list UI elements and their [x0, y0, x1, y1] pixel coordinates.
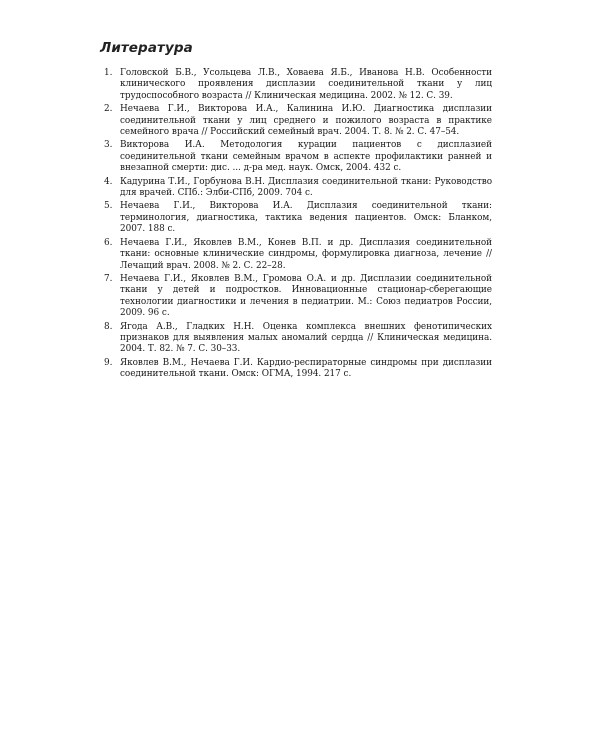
reference-number: 4.	[104, 176, 113, 187]
reference-item	[100, 177, 492, 200]
reference-text: Кадурина Т.И., Горбунова В.Н. Дисплазия соединительной ткани: Руководство для врачей. СПб.: Элби-СПб, 2009. 704 с.	[120, 176, 492, 199]
document-page	[100, 40, 492, 383]
reference-number: 2.	[104, 104, 113, 115]
reference-text: Нечаева Г.И., Викторова И.А., Калинина И.Ю. Диагностика дисплазии соединительной ткани у лиц среднего и пожилого возраста в практике семейного врача // Российский семейный врач. 2004. Т. 8. № 2. С. 47–54.	[120, 104, 492, 138]
reference-item	[100, 238, 492, 272]
reference-text: Головской Б.В., Усольцева Л.В., Ховаева Я.Б., Иванова Н.В. Особенности клинического проявления дисплазии соединительной ткани у лиц трудоспособного возраста // Клиническая медицина. 2002. № 12. С. 39.	[120, 68, 492, 101]
reference-item	[100, 274, 492, 320]
reference-text: Викторова И.А. Методология курации пациентов с дисплазией соединительной ткани семейным врачом в аспекте профилактики ранней и внезапной смерти: дис. ... д-ра мед. наук. Омск, 2004. 432 с.	[120, 140, 492, 174]
reference-number: 1.	[104, 68, 113, 78]
reference-item	[100, 104, 492, 138]
reference-item	[100, 358, 492, 381]
reference-number: 3.	[104, 140, 113, 151]
reference-text: Нечаева Г.И., Яковлев В.М., Громова О.А. и др. Дисплазии соединительной ткани у детей и подростков. Инновационные стационар-сберегающие технологии диагностики и лечения в педиатрии. М.: Союз педиатров России, 2009. 96 с.	[120, 273, 492, 319]
reference-number: 8.	[104, 321, 113, 332]
reference-item	[100, 201, 492, 235]
reference-number: 7.	[104, 273, 113, 284]
reference-number: 5.	[104, 201, 113, 212]
section-heading: Литература	[100, 40, 193, 56]
reference-list	[100, 68, 492, 381]
reference-number: 6.	[104, 237, 113, 248]
reference-item	[100, 68, 492, 102]
reference-text: Нечаева Г.И., Яковлев В.М., Конев В.П. и др. Дисплазия соединительной ткани: основные клинические синдромы, формулировка диагноза, лечение // Лечащий врач. 2008. № 2. С. 22–28.	[120, 237, 492, 271]
reference-text: Ягода А.В., Гладких Н.Н. Оценка комплекса внешних фенотипических признаков для выявления малых аномалий сердца // Клиническая медицина. 2004. Т. 82. № 7. С. 30–33.	[120, 321, 492, 355]
reference-text: Яковлев В.М., Нечаева Г.И. Кардио-респираторные синдромы при дисплазии соединительной ткани. Омск: ОГМА, 1994. 217 с.	[120, 357, 492, 380]
reference-text: Нечаева Г.И., Викторова И.А. Дисплазия соединительной ткани: терминология, диагностика, тактика ведения пациентов. Омск: Бланком, 2007. 188 с.	[120, 201, 492, 235]
reference-number: 9.	[104, 357, 113, 368]
reference-item	[100, 322, 492, 356]
reference-item	[100, 140, 492, 174]
